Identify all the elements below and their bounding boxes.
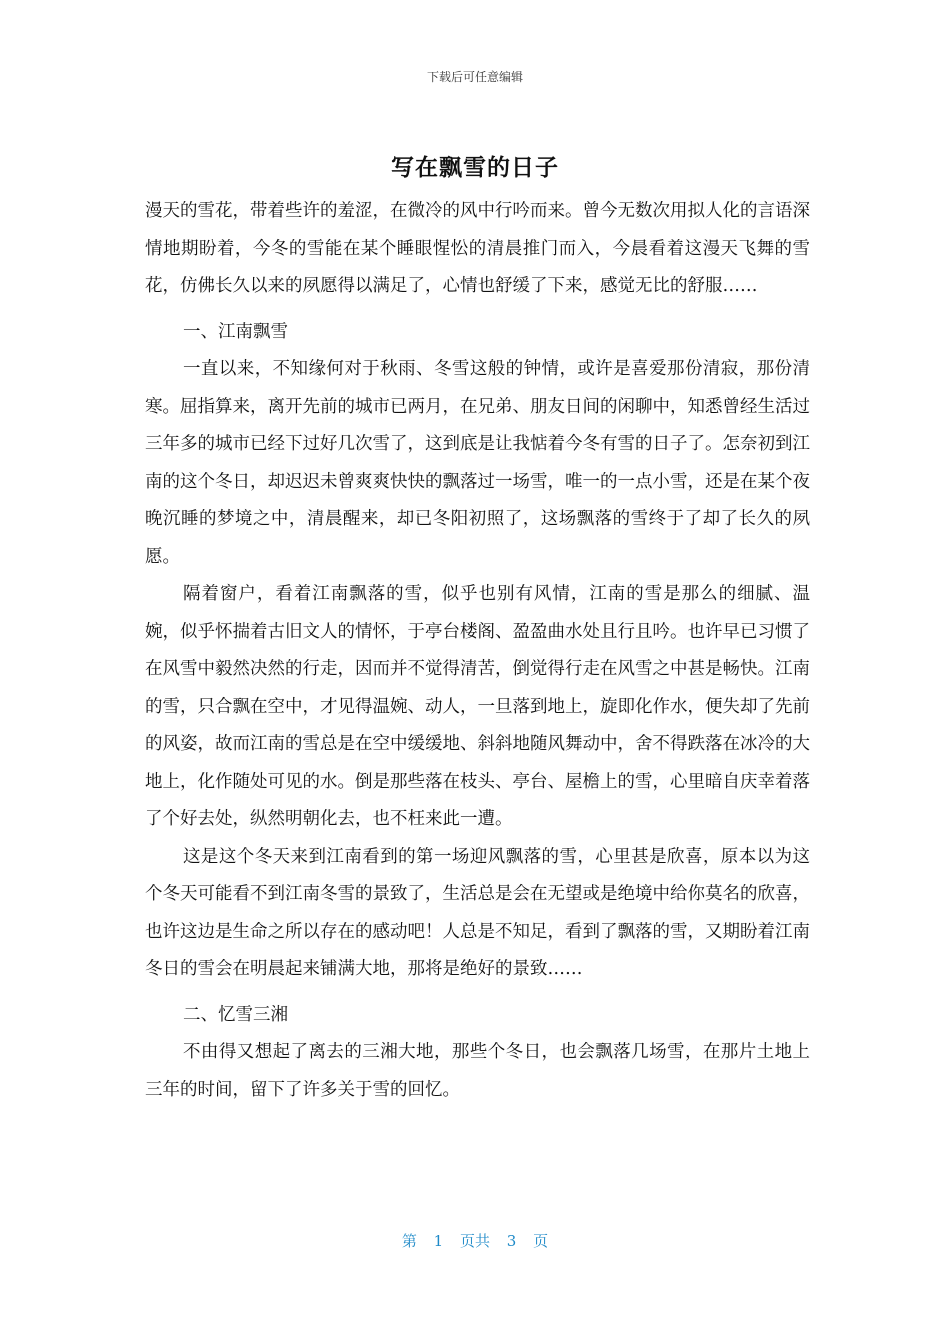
footer-middle: 页共 xyxy=(459,1232,490,1250)
body-paragraph: 不由得又想起了离去的三湘大地，那些个冬日，也会飘落几场雪，在那片土地上三年的时间，留下了许多关于雪的回忆。 xyxy=(145,1042,810,1100)
body-paragraph: 隔着窗户，看着江南飘落的雪，似乎也别有风情，江南的雪是那么的细腻、温婉，似乎怀揣着古旧文人的情怀，于亭台楼阁、盈盈曲水处且行且吟。也许早已习惯了在风雪中毅然决然的行走，因而并不觉得清苦，倒觉得行走在风雪之中甚是畅快。江南的雪，只合飘在空中，才见得温婉、动人，一旦落到地上，旋即化作水，便失却了先前的风姿，故而江南的雪总是在空中缓缓地、斜斜地随风舞动中，舍不得跌落在冰冷的大地上，化作随处可见的水。倒是那些落在枝头、亭台、屋檐上的雪，心里暗自庆幸着落了个好去处，纵然明朝化去，也不枉来此一遭。 xyxy=(145,584,810,829)
section-heading-2: 二、忆雪三湘 xyxy=(183,1004,288,1025)
intro-paragraph: 漫天的雪花，带着些许的羞涩，在微冷的风中行吟而来。曾今无数次用拟人化的言语深情地期盼着，今冬的雪能在某个睡眼惺忪的清晨推门而入，今晨看着这漫天飞舞的雪花，仿佛长久以来的夙愿得以满足了，心情也舒缓了下来，感觉无比的舒服…… xyxy=(145,201,810,296)
body-paragraph: 这是这个冬天来到江南看到的第一场迎风飘落的雪，心里甚是欣喜，原本以为这个冬天可能看不到江南冬雪的景致了，生活总是会在无望或是绝境中给你莫名的欣喜，也许这边是生命之所以存在的感动吧！人总是不知足，看到了飘落的雪，又期盼着江南冬日的雪会在明晨起来铺满大地，那将是绝好的景致…… xyxy=(145,846,810,979)
page-number: 1 xyxy=(433,1232,444,1250)
body-paragraph: 一直以来，不知缘何对于秋雨、冬雪这般的钟情，或许是喜爱那份清寂，那份清寒。屈指算来，离开先前的城市已两月，在兄弟、朋友日间的闲聊中，知悉曾经生活过三年多的城市已经下过好几次雪了，这到底是让我惦着今冬有雪的日子了。怎奈初到江南的这个冬日，却迟迟未曾爽爽快快的飘落过一场雪，唯一的一点小雪，还是在某个夜晚沉睡的梦境之中，清晨醒来，却已冬阳初照了，这场飘落的雪终于了却了长久的夙愿。 xyxy=(145,359,810,567)
document-title: 写在飘雪的日子 xyxy=(391,155,559,181)
footer-suffix: 页 xyxy=(533,1232,549,1250)
section-heading-1: 一、江南飘雪 xyxy=(183,321,288,342)
page-total: 3 xyxy=(506,1232,517,1250)
page-header: 下载后可任意编辑 xyxy=(426,70,523,84)
document-body xyxy=(145,193,810,1109)
footer-prefix: 第 xyxy=(401,1232,417,1250)
page-footer xyxy=(0,1230,950,1251)
